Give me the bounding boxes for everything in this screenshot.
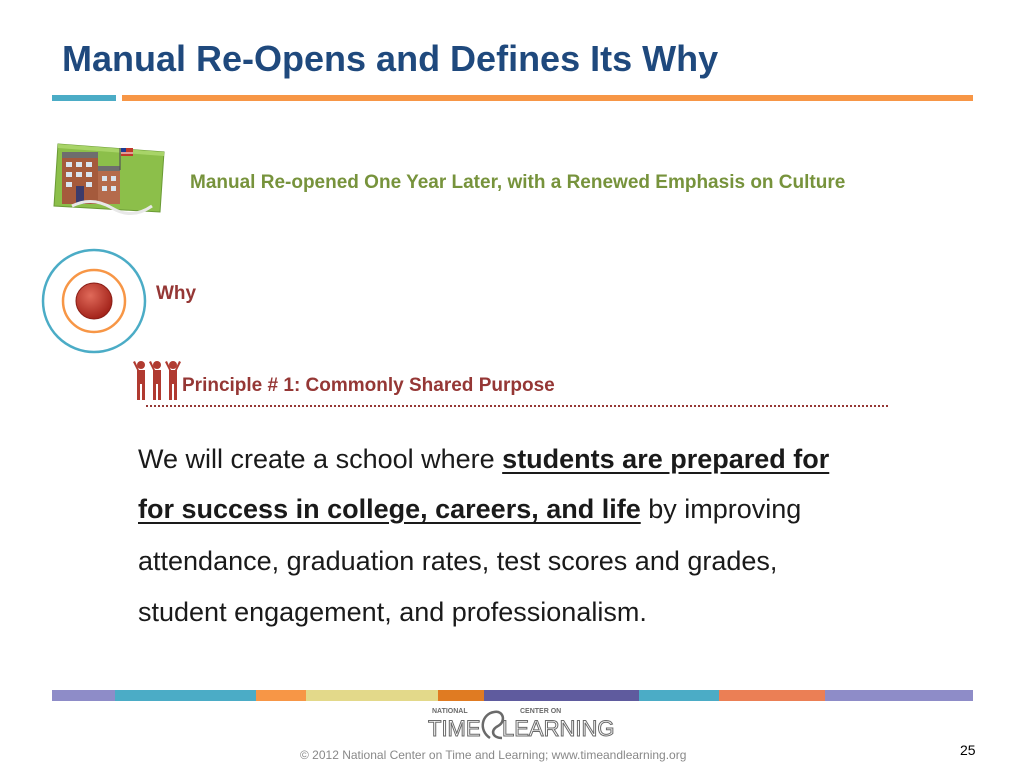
page-number: 25 <box>960 742 976 758</box>
body-emphasis: students are prepared for <box>502 444 830 474</box>
slide-title: Manual Re-Opens and Defines Its Why <box>62 38 719 79</box>
why-label: Why <box>156 283 197 304</box>
bar-segment <box>484 690 639 701</box>
body-line-4: student engagement, and professionalism. <box>138 597 647 627</box>
logo-text: LEARNING <box>502 716 615 741</box>
body-text: We will create a school where <box>138 444 503 474</box>
logo-text: TIME <box>428 716 481 741</box>
body-line-1 <box>138 444 829 475</box>
bar-segment <box>438 690 484 701</box>
copyright-notice: © 2012 National Center on Time and Learning; www.timeandlearning.org <box>300 748 687 762</box>
title-rule-orange <box>122 95 973 101</box>
body-text: by improving <box>640 494 802 524</box>
bar-segment <box>115 690 256 701</box>
bar-segment <box>825 690 973 701</box>
people-group-icon <box>133 358 181 402</box>
bottom-color-bar <box>52 690 973 701</box>
time-and-learning-logo <box>420 704 615 742</box>
body-line-3: attendance, graduation rates, test scores and grades, <box>138 546 778 576</box>
slide-subtitle: Manual Re-opened One Year Later, with a Renewed Emphasis on Culture <box>190 172 846 193</box>
logo-text: NATIONAL <box>432 708 468 715</box>
school-building-icon <box>52 136 168 216</box>
body-emphasis: for success in college, careers, and life <box>138 494 641 524</box>
bar-segment <box>306 690 438 701</box>
bar-segment <box>639 690 719 701</box>
logo-text: CENTER ON <box>520 708 562 715</box>
bar-segment <box>719 690 825 701</box>
principle-heading: Principle # 1: Commonly Shared Purpose <box>182 375 555 396</box>
title-rule-teal <box>52 95 116 101</box>
bar-segment <box>256 690 306 701</box>
dotted-divider <box>146 405 888 407</box>
bar-segment <box>52 690 115 701</box>
target-icon <box>41 248 147 354</box>
body-line-2 <box>138 494 801 525</box>
